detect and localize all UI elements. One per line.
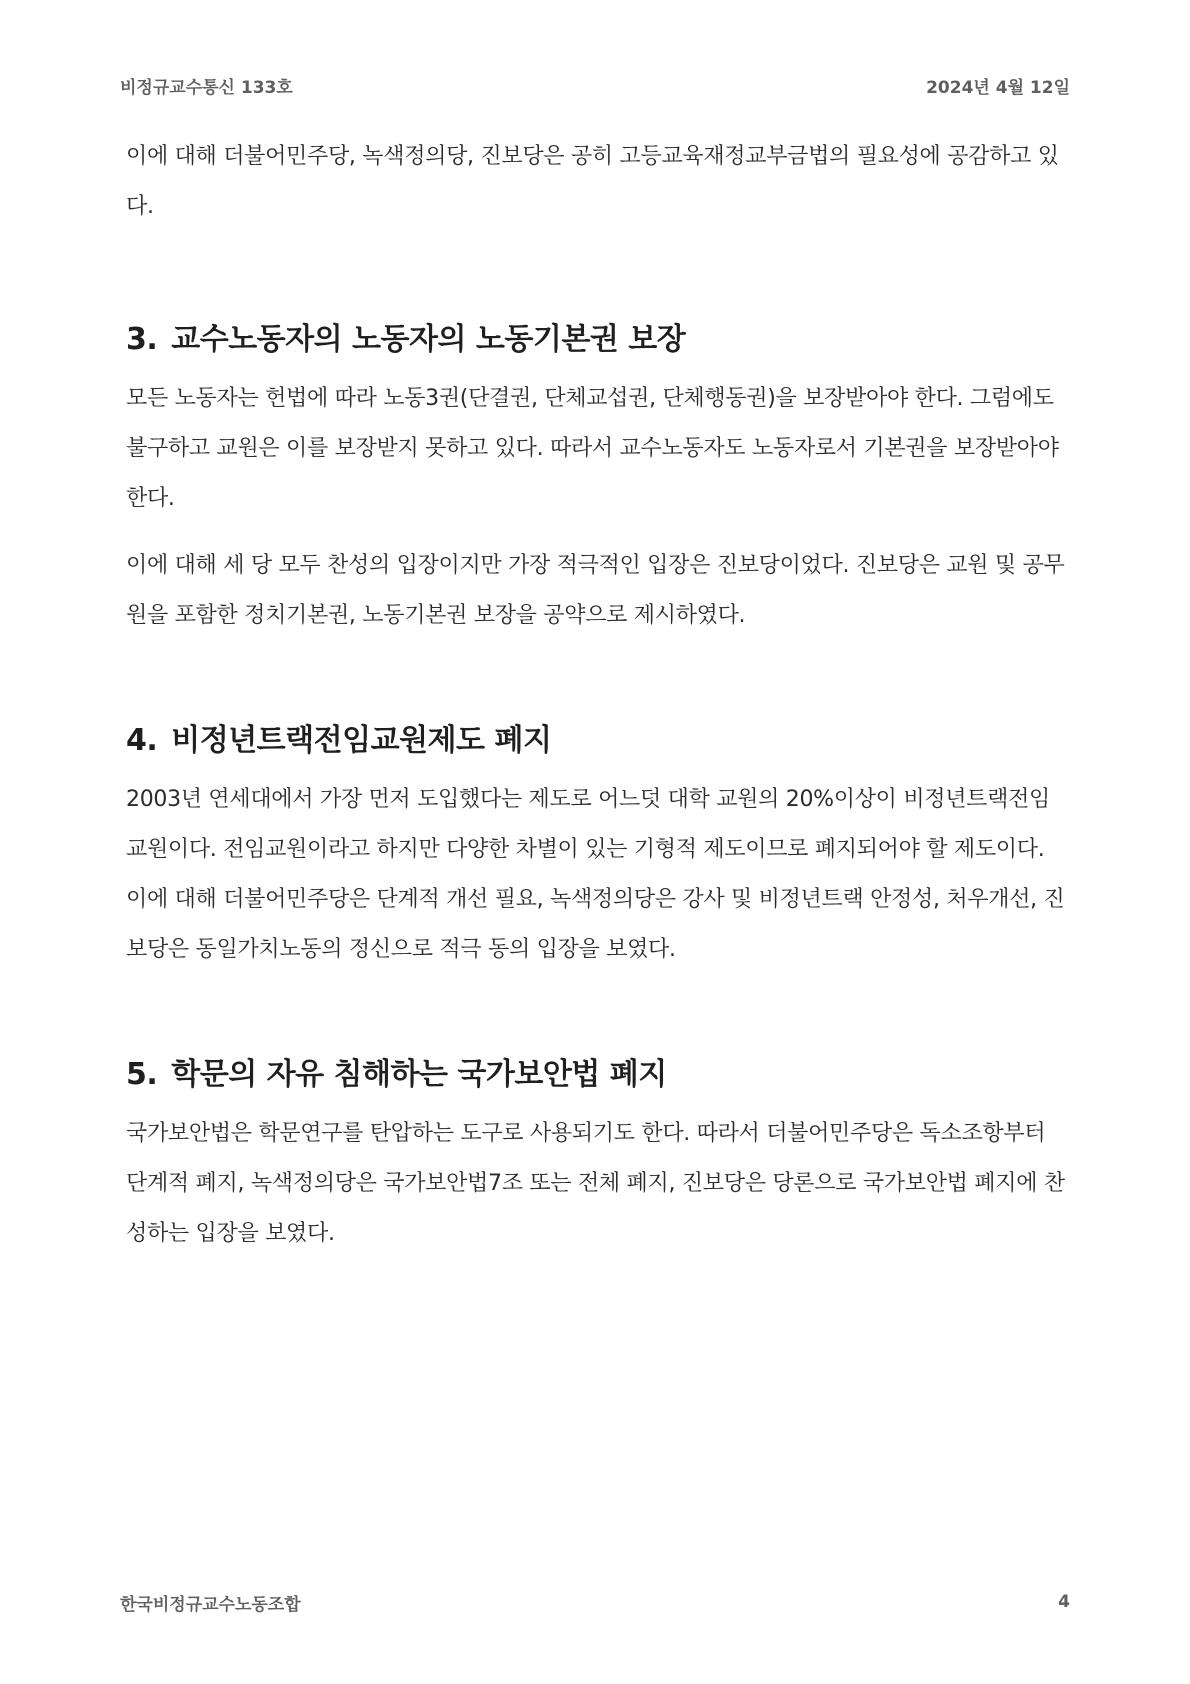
section-title: 교수노동자의 노동자의 노동기본권 보장 (171, 322, 686, 357)
section-paragraph: 2003년 연세대에서 가장 먼저 도입했다는 제도로 어느덧 대학 교원의 20%이상이 비정년트랙전임교원이다. 전임교원이라고 하지만 다양한 차별이 있는 기형적 제도이므로 폐지되어야 할 제도이다. 이에 대해 더불어민주당은 단계적 개선 필요, 녹색정의당은 강사 및 비정년트랙 안정성, 처우개선, 진보당은 동일가치노동의 정신으로 적극 동의 입장을 보였다. (126, 787, 1065, 962)
publication-date: 2024년 4월 12일 (926, 77, 1070, 98)
page-number: 4 (1058, 1592, 1070, 1612)
section-heading (126, 1055, 1070, 1095)
page-footer (120, 1589, 1070, 1615)
union-name: 한국비정규교수노동조합 (120, 1594, 301, 1615)
section-heading (126, 721, 1070, 761)
section-heading (126, 320, 1070, 360)
section-title: 학문의 자유 침해하는 국가보안법 폐지 (171, 1057, 667, 1092)
intro-paragraph: 이에 대해 더불어민주당, 녹색정의당, 진보당은 공히 고등교육재정교부금법의 필요성에 공감하고 있다. (126, 144, 1059, 219)
section-3 (126, 320, 1070, 641)
section-title: 비정년트랙전임교원제도 폐지 (171, 723, 552, 758)
section-number: 4. (126, 723, 158, 758)
section-number: 5. (126, 1057, 158, 1092)
section-paragraph: 국가보안법은 학문연구를 탄압하는 도구로 사용되기도 한다. 따라서 더불어민주당은 독소조항부터 단계적 폐지, 녹색정의당은 국가보안법7조 또는 전체 폐지, 진보당은 당론으로 국가보안법 폐지에 찬성하는 입장을 보였다. (126, 1121, 1065, 1246)
page-header (120, 72, 1070, 98)
section-4 (126, 721, 1070, 975)
newsletter-issue: 비정규교수통신 133호 (120, 77, 293, 98)
page-content (126, 132, 1070, 1276)
section-paragraph: 이에 대해 세 당 모두 찬성의 입장이지만 가장 적극적인 입장은 진보당이었다. 진보당은 교원 및 공무원을 포함한 정치기본권, 노동기본권 보장을 공약으로 제시하였다. (126, 553, 1065, 628)
section-number: 3. (126, 322, 158, 357)
section-5 (126, 1055, 1070, 1259)
section-paragraph: 모든 노동자는 헌법에 따라 노동3권(단결권, 단체교섭권, 단체행동권)을 보장받아야 한다. 그럼에도 불구하고 교원은 이를 보장받지 못하고 있다. 따라서 교수노동자도 노동자로서 기본권을 보장받아야 한다. (126, 386, 1059, 511)
